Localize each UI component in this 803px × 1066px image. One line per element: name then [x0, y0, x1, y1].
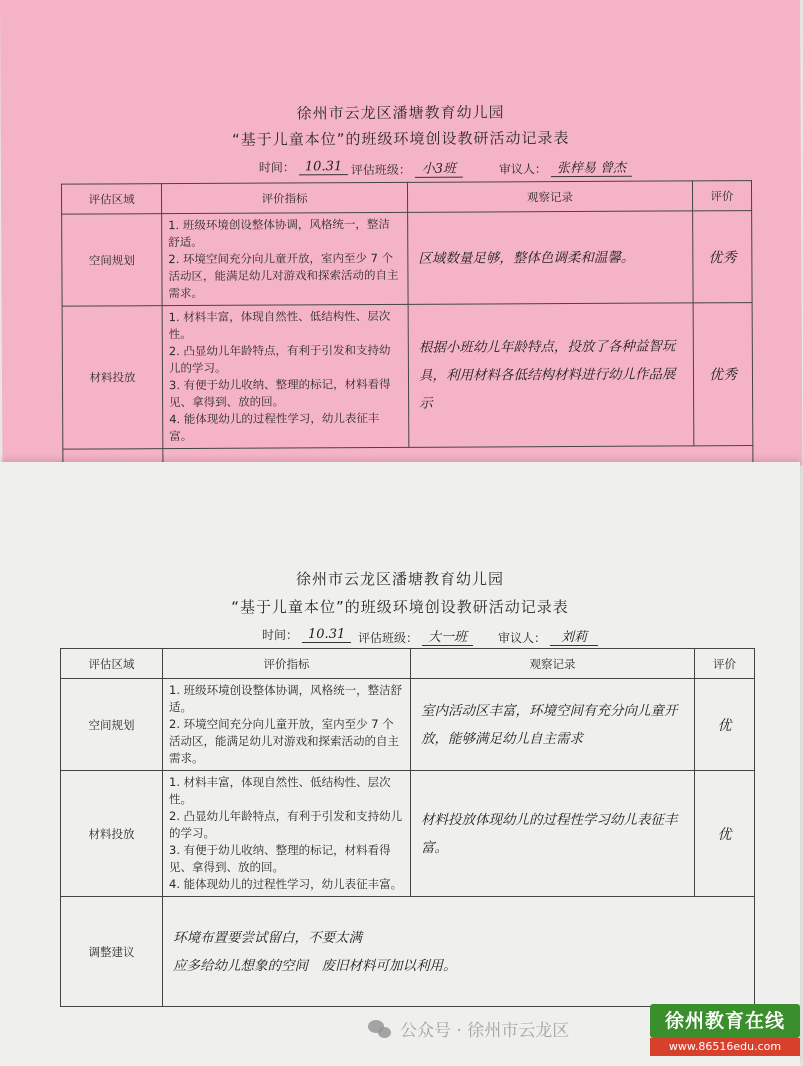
criteria-item: 1. 班级环境创设整体协调，风格统一，整洁舒适。 [168, 216, 390, 250]
table-row [62, 303, 753, 450]
criteria-item: 1. 材料丰富，体现自然性、低结构性、层次性。 [168, 308, 391, 342]
table-row [61, 771, 755, 897]
header-grade: 评价 [692, 181, 751, 211]
time-value: 10.31 [299, 159, 348, 175]
watermark-text: 公众号 · 徐州市云龙区 [400, 1021, 570, 1041]
header-criteria: 评价指标 [161, 182, 407, 213]
table-header-row [61, 181, 751, 215]
observation-cell: 材料投放体现幼儿的过程性学习幼儿表征丰富。 [411, 771, 695, 897]
class-label: 评估班级： [350, 162, 411, 178]
grade-cell: 优秀 [693, 211, 752, 303]
area-cell: 材料投放 [61, 771, 163, 897]
criteria-item: 3. 有便于幼儿收纳、整理的标记，材料看得见、拿得到、放的回。 [169, 843, 391, 874]
suggestion-cell [163, 897, 755, 1007]
wechat-icon [368, 1018, 394, 1040]
grade-cell: 优秀 [693, 303, 753, 446]
class-value: 大一班 [422, 626, 473, 646]
criteria-item: 2. 环境空间充分向儿童开放，室内至少 7 个活动区，能满足幼儿对游戏和探索活动的自主需求。 [169, 717, 399, 765]
criteria-item: 2. 环境空间充分向儿童开放，室内至少 7 个活动区，能满足幼儿对游戏和探索活动的自主需求。 [168, 250, 399, 301]
meta-class [358, 626, 473, 646]
criteria-cell [163, 771, 411, 897]
criteria-cell [162, 212, 408, 305]
reviewer-value: 张梓易 曾杰 [551, 157, 632, 177]
meta-reviewer [499, 157, 632, 178]
form-title: “基于儿童本位”的班级环境创设教研活动记录表 [231, 129, 570, 149]
header-criteria: 评价指标 [163, 649, 411, 679]
criteria-item: 4. 能体现幼儿的过程性学习，幼儿表征丰富。 [169, 877, 403, 891]
suggestion-line: 应多给幼儿想象的空间 废旧材料可加以利用。 [173, 957, 457, 974]
time-label: 时间： [258, 160, 295, 175]
observation-cell: 根据小班幼儿年龄特点，投放了各种益智玩具，利用材料各低结构材料进行幼儿作品展示 [408, 303, 694, 447]
header-area: 评估区域 [61, 184, 161, 215]
area-cell: 空间规划 [61, 679, 163, 771]
meta-time [259, 158, 348, 175]
meta-time [262, 626, 351, 643]
header-observation: 观察记录 [407, 181, 692, 212]
observation-cell: 室内活动区丰富，环境空间有充分向儿童开放，能够满足幼儿自主需求 [411, 679, 695, 771]
reviewer-value: 刘莉 [550, 626, 598, 646]
table-row [61, 679, 755, 771]
table-header-row [61, 649, 755, 679]
pink-form-sheet [0, 0, 802, 470]
reviewer-label: 审议人： [498, 631, 547, 645]
header-grade: 评价 [695, 649, 755, 679]
suggestion-label: 调整建议 [61, 897, 163, 1007]
table-row-suggestion [61, 897, 755, 1007]
class-value: 小3班 [415, 158, 463, 178]
form-title: “基于儿童本位”的班级环境创设教研活动记录表 [231, 598, 569, 616]
evaluation-table [60, 648, 755, 1007]
criteria-item: 2. 凸显幼儿年龄特点，有利于引发和支持幼儿的学习。 [168, 342, 391, 376]
logo-url: www.86516edu.com [650, 1038, 800, 1056]
school-name: 徐州市云龙区潘塘教育幼儿园 [295, 570, 504, 588]
criteria-item: 1. 材料丰富，体现自然性、低结构性、层次性。 [169, 775, 391, 806]
wechat-watermark [368, 1016, 569, 1041]
school-name: 徐州市云龙区潘塘教育幼儿园 [296, 103, 505, 123]
criteria-item: 1. 班级环境创设整体协调，风格统一，整洁舒适。 [169, 683, 403, 714]
time-label: 时间： [262, 628, 299, 642]
area-cell: 空间规划 [62, 214, 162, 307]
time-value: 10.31 [302, 627, 351, 643]
criteria-cell [162, 304, 409, 448]
criteria-item: 3. 有便于幼儿收纳、整理的标记，材料看得见、拿得到、放的回。 [168, 376, 391, 410]
meta-class [351, 158, 463, 179]
area-cell: 材料投放 [62, 306, 163, 450]
criteria-item: 4. 能体现幼儿的过程性学习，幼儿表征丰富。 [169, 411, 380, 444]
header-observation: 观察记录 [411, 649, 695, 679]
logo-name: 徐州教育在线 [650, 1004, 800, 1038]
meta-reviewer [498, 626, 598, 646]
suggestion-line: 环境布置要尝试留白，不要太满 [173, 929, 362, 946]
reviewer-label: 审议人： [498, 162, 547, 177]
class-label: 评估班级： [358, 631, 419, 645]
criteria-cell [163, 679, 411, 771]
observation-cell: 区域数量足够，整体色调柔和温馨。 [408, 211, 693, 304]
table-row [62, 211, 752, 307]
white-form-sheet [0, 462, 800, 1066]
header-area: 评估区域 [61, 649, 163, 679]
site-logo [650, 1004, 800, 1060]
grade-cell: 优 [695, 771, 755, 897]
grade-cell: 优 [695, 679, 755, 771]
criteria-item: 2. 凸显幼儿年龄特点，有利于引发和支持幼儿的学习。 [169, 809, 403, 840]
